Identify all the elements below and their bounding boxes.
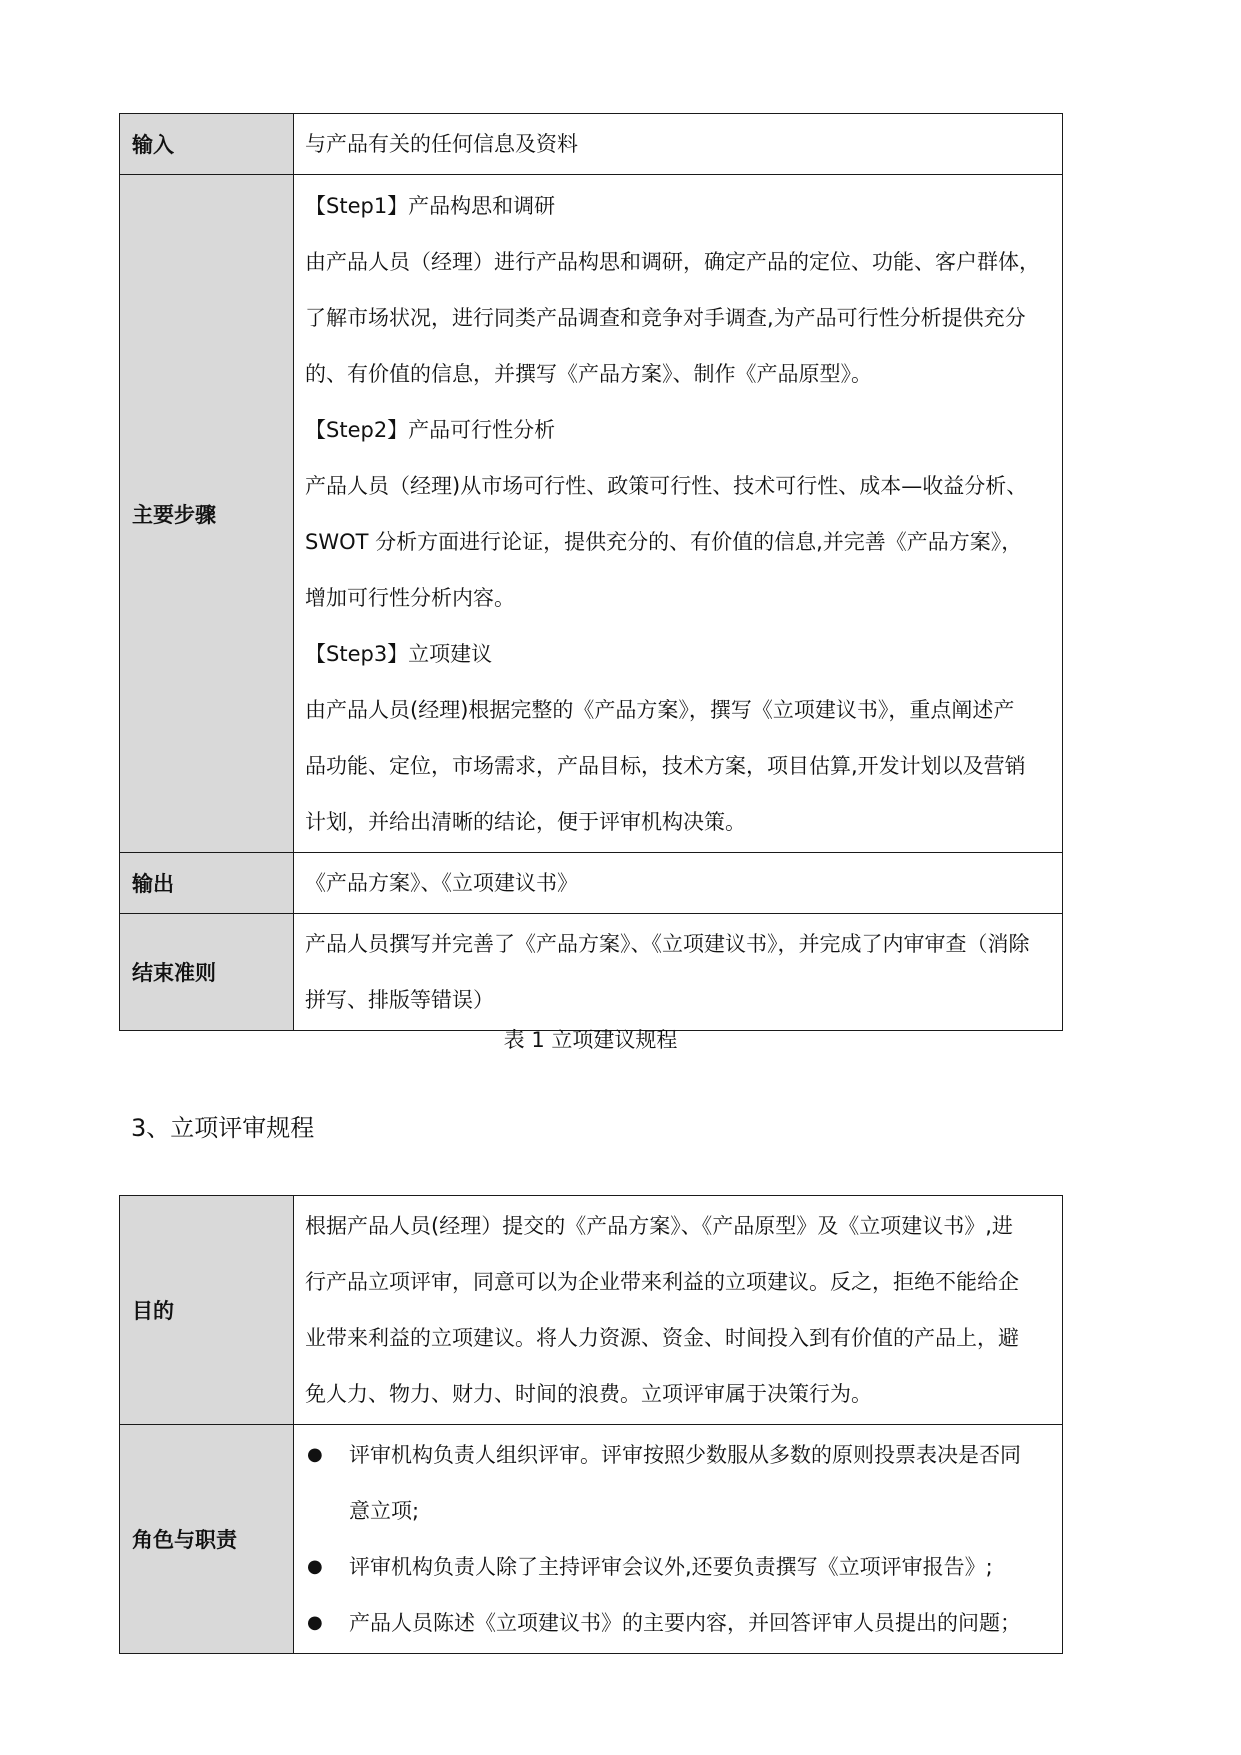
output-text: 《产品方案》、《立项建议书》 [305,871,578,895]
purpose-line: 免人力、物力、财力、时间的浪费。立项评审属于决策行为。 [305,1382,872,1406]
list-item [305,1539,1054,1595]
procedure-table-2 [119,1195,1063,1654]
purpose-line: 行产品立项评审，同意可以为企业带来利益的立项建议。反之，拒绝不能给企 [305,1270,1019,1294]
role-line: 评审机构负责人组织评审。评审按照少数服从多数的原则投票表决是否同 [349,1443,1021,1467]
row-label-steps: 主要步骤 [120,175,294,853]
role-line: 评审机构负责人除了主持评审会议外,还要负责撰写《立项评审报告》; [349,1555,993,1579]
steps-line: SWOT 分析方面进行论证，提供充分的、有价值的信息,并完善《产品方案》， [305,529,1023,554]
table-row-end-criteria [120,914,1063,1031]
table-row-steps [120,175,1063,853]
row-value-output [294,853,1063,914]
row-value-end-criteria [294,914,1063,1031]
role-line: 意立项; [349,1499,420,1523]
steps-line: 品功能、定位，市场需求，产品目标，技术方案，项目估算,开发计划以及营销 [305,753,1026,778]
input-text: 与产品有关的任何信息及资料 [305,132,578,156]
steps-line: 【Step3】立项建议 [305,641,493,666]
bullet-icon: ● [307,1444,323,1465]
steps-line: 计划，并给出清晰的结论，便于评审机构决策。 [305,809,746,834]
purpose-line: 业带来利益的立项建议。将人力资源、资金、时间投入到有价值的产品上，避 [305,1326,1019,1350]
bullet-icon: ● [307,1556,323,1577]
end-criteria-line: 产品人员撰写并完善了《产品方案》、《立项建议书》，并完成了内审审查（消除 [305,932,1030,956]
section-heading: 3、立项评审规程 [131,1114,315,1142]
bullet-icon: ● [307,1612,323,1633]
row-label-input: 输入 [120,114,294,175]
steps-line: 了解市场状况，进行同类产品调查和竞争对手调查,为产品可行性分析提供充分 [305,305,1026,330]
row-value-input [294,114,1063,175]
steps-line: 【Step1】产品构思和调研 [305,193,556,218]
row-label-purpose: 目的 [120,1196,294,1425]
table-caption: 表 1 立项建议规程 [503,1028,678,1052]
table-row-input [120,114,1063,175]
row-label-end-criteria: 结束准则 [120,914,294,1031]
table-row-roles [120,1425,1063,1654]
list-item [305,1427,1054,1539]
procedure-table-1 [119,113,1063,1031]
row-value-steps [294,175,1063,853]
purpose-line: 根据产品人员(经理）提交的《产品方案》、《产品原型》及《立项建议书》,进 [305,1214,1013,1238]
row-value-purpose [294,1196,1063,1425]
end-criteria-line: 拼写、排版等错误） [305,988,494,1012]
table-row-purpose [120,1196,1063,1425]
steps-line: 由产品人员(经理)根据完整的《产品方案》，撰写《立项建议书》，重点阐述产 [305,697,1015,722]
steps-line: 的、有价值的信息，并撰写《产品方案》、制作《产品原型》。 [305,361,872,386]
role-line: 产品人员陈述《立项建议书》的主要内容，并回答评审人员提出的问题； [349,1611,1021,1635]
steps-line: 由产品人员（经理）进行产品构思和调研，确定产品的定位、功能、客户群体， [305,249,1040,274]
row-label-roles: 角色与职责 [120,1425,294,1654]
list-item [305,1595,1054,1651]
table-row-output [120,853,1063,914]
row-value-roles [294,1425,1063,1654]
steps-line: 【Step2】产品可行性分析 [305,417,556,442]
steps-line: 增加可行性分析内容。 [305,585,515,610]
row-label-output: 输出 [120,853,294,914]
steps-line: 产品人员（经理)从市场可行性、政策可行性、技术可行性、成本—收益分析、 [305,473,1028,498]
